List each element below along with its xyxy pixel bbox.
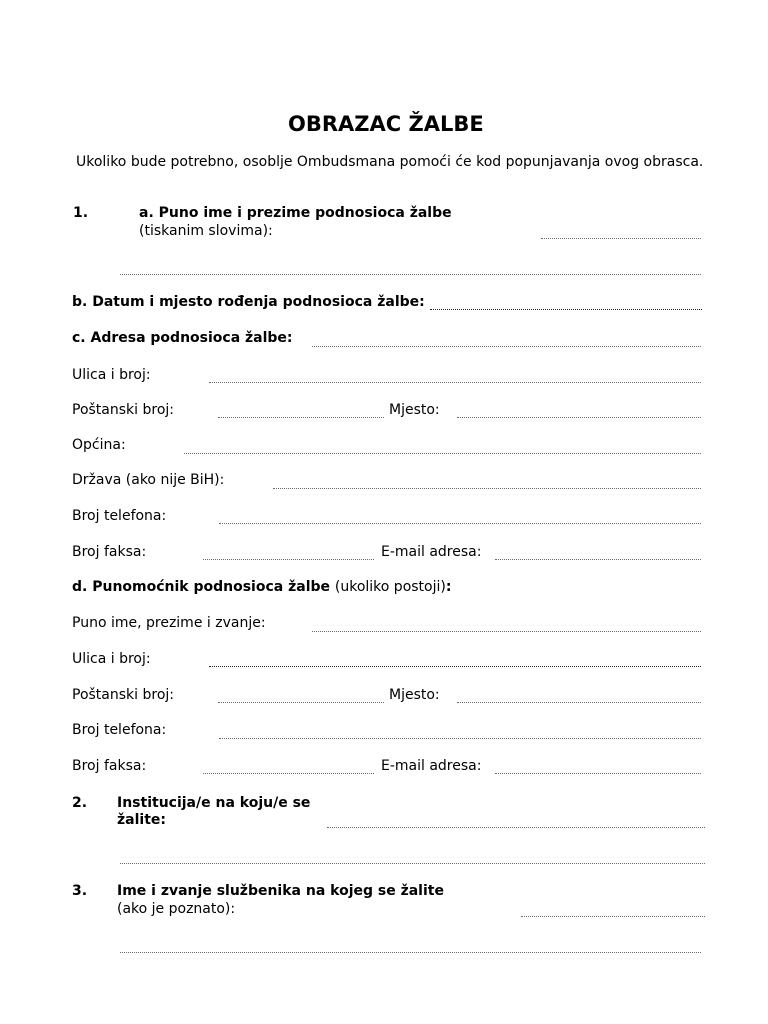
section-1-number: 1. — [73, 205, 89, 221]
full-name-field-1[interactable] — [541, 238, 701, 239]
section-3-number: 3. — [72, 883, 88, 899]
street-label: Ulica i broj: — [72, 367, 151, 383]
rep-place-label: Mjesto: — [389, 687, 440, 703]
email-label: E-mail adresa: — [381, 544, 482, 560]
rep-email-field[interactable] — [495, 773, 701, 774]
representative-colon: : — [445, 579, 452, 595]
section-2-number: 2. — [72, 795, 88, 811]
institution-field-1[interactable] — [327, 827, 705, 828]
full-name-note: (tiskanim slovima): — [139, 223, 273, 239]
postal-code-field[interactable] — [218, 417, 384, 418]
birth-date-place-field[interactable] — [430, 309, 702, 310]
rep-name-label: Puno ime, prezime i zvanje: — [72, 615, 266, 631]
address-label: c. Adresa podnosioca žalbe: — [72, 330, 293, 346]
place-field[interactable] — [457, 417, 701, 418]
representative-note: (ukoliko postoji) — [334, 579, 446, 595]
representative-label — [72, 579, 451, 596]
full-name-label: a. Puno ime i prezime podnosioca žalbe — [139, 205, 452, 221]
institution-label-line2: žalite: — [117, 812, 166, 828]
official-label: Ime i zvanje službenika na kojeg se žalite — [117, 883, 444, 899]
rep-place-field[interactable] — [457, 702, 701, 703]
official-field-2[interactable] — [120, 952, 701, 953]
official-field-1[interactable] — [521, 916, 705, 917]
place-label: Mjesto: — [389, 402, 440, 418]
rep-fax-label: Broj faksa: — [72, 758, 147, 774]
municipality-field[interactable] — [184, 453, 701, 454]
fax-field[interactable] — [203, 559, 374, 560]
representative-label-text: d. Punomoćnik podnosioca žalbe — [72, 579, 331, 595]
official-note: (ako je poznato): — [117, 901, 236, 917]
street-field[interactable] — [209, 382, 701, 383]
country-field[interactable] — [273, 488, 701, 489]
page-title: OBRAZAC ŽALBE — [288, 112, 484, 136]
rep-street-label: Ulica i broj: — [72, 651, 151, 667]
phone-label: Broj telefona: — [72, 508, 167, 524]
phone-field[interactable] — [219, 523, 701, 524]
birth-date-place-label: b. Datum i mjesto rođenja podnosioca žalbe: — [72, 294, 425, 310]
full-name-field-2[interactable] — [120, 274, 701, 275]
rep-phone-label: Broj telefona: — [72, 722, 167, 738]
rep-postal-code-label: Poštanski broj: — [72, 687, 174, 703]
institution-field-2[interactable] — [120, 863, 705, 864]
rep-phone-field[interactable] — [219, 738, 701, 739]
postal-code-label: Poštanski broj: — [72, 402, 174, 418]
country-label: Država (ako nije BiH): — [72, 472, 225, 488]
rep-email-label: E-mail adresa: — [381, 758, 482, 774]
email-field[interactable] — [495, 559, 701, 560]
rep-postal-code-field[interactable] — [218, 702, 384, 703]
rep-street-field[interactable] — [209, 666, 701, 667]
intro-text: Ukoliko bude potrebno, osoblje Ombudsmana pomoći će kod popunjavanja ovog obrasca. — [76, 154, 704, 170]
address-field[interactable] — [312, 346, 701, 347]
institution-label-line1: Institucija/e na koju/e se — [117, 795, 311, 811]
fax-label: Broj faksa: — [72, 544, 147, 560]
municipality-label: Općina: — [72, 437, 126, 453]
rep-name-field[interactable] — [312, 631, 701, 632]
rep-fax-field[interactable] — [203, 773, 374, 774]
